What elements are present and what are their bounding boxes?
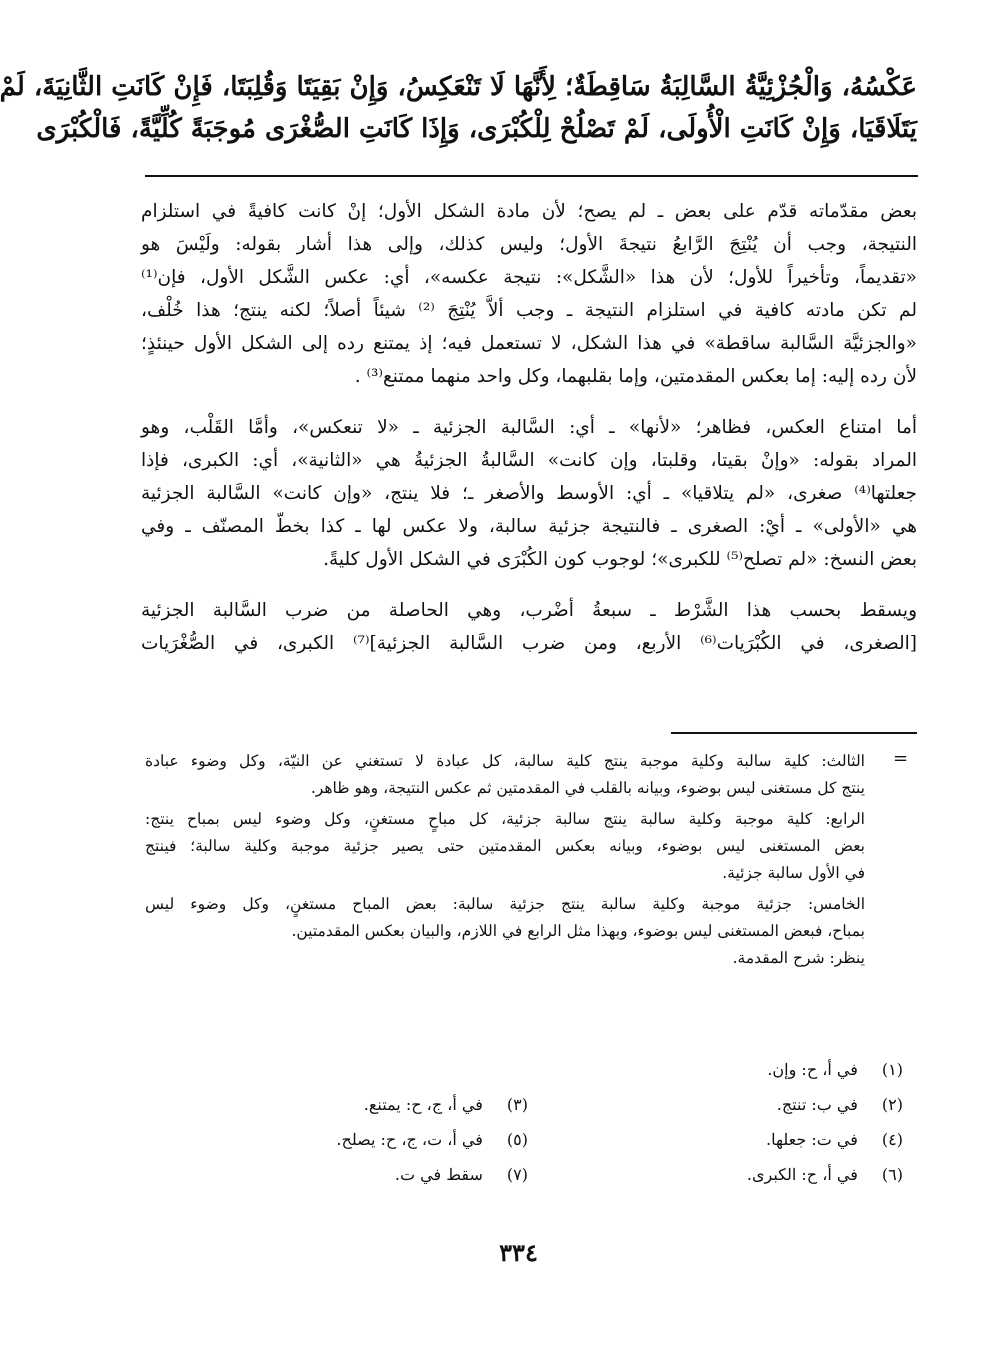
footnote-text: في أ، ت، ج، ح: يصلح. — [336, 1130, 483, 1149]
footnote-number: (٥) — [506, 1130, 528, 1149]
footnotes — [203, 1060, 903, 1200]
note-line: الخامس: جزئية موجبة وكلية سالبة ينتج جزئية سالبة: بعض المباح مستغنٍ، وكل وضوء ليس — [145, 895, 865, 913]
note-line: الثالث: كلية سالبة وكلية موجبة ينتج كلية سالبة، كل عبادة لا تستغني عن النيّة، وكل وضوء عبادة — [145, 752, 865, 770]
matn-line: يَتَلَاقَيَا، وَإِنْ كَانَتِ الْأُولَى، لَمْ تَصْلُحْ لِلْكُبْرَى، وَإِذَا كَانَتِ الصُّغْرَى مُوجَبَةً كُلِّيَّةً، فَالْكُبْرَى — [36, 114, 917, 144]
note-block — [145, 891, 865, 972]
footnote-text: سقط في ت. — [394, 1165, 483, 1184]
text-line: أما امتناع العكس، فظاهر؛ «لأنها» ـ أي: السَّالبة الجزئية ـ «لا تنعكس»، وأمَّا القَلْب، وهو — [141, 417, 917, 438]
commentary-text — [141, 195, 917, 678]
text-line: «والجزئيَّة السَّالبة ساقطة» في هذا الشكل، لا تستعمل فيه؛ إذ يمتنع رده إلى الشكل الأول حينئذٍ؛ — [141, 333, 917, 354]
text-line: النتيجة، وجب أن يُنْتِجَ الرَّابعُ نتيجةَ الأول؛ وليس كذلك، وإلى هذا أشار بقوله: ولَيْسَ هو — [141, 234, 917, 255]
text-line: هي «الأولى» ـ أيْ: الصغرى ـ فالنتيجة جزئية سالبة، ولا عكس لها ـ كذا بخطّ المصنّف ـ وفي — [141, 516, 917, 537]
footnote-number: (١) — [881, 1060, 903, 1079]
footnote — [395, 1165, 528, 1184]
text-line: «تقديماً، وتأخيراً للأول؛ لأن هذا «الشَّكل»: نتيجة عكسه»، أي: عكس الشَّكل الأول، فإن⁽¹⁾ — [141, 267, 917, 288]
footnote-separator-rule — [671, 732, 917, 734]
note-block — [145, 748, 865, 802]
text-line: لأن رده إليه: إما بعكس المقدمتين، وإما بقلبهما، وكل واحد منهما ممتنع⁽³⁾ . — [354, 366, 917, 387]
note-line: بعض المستغنى ليس بوضوء، وبيانه بعكس المقدمتين حتى يصير جزئية موجبة وكلية سالبة؛ فينتج — [145, 837, 865, 855]
note-line: ينظر: شرح المقدمة. — [732, 949, 865, 967]
note-block — [145, 806, 865, 887]
text-line: [الصغرى، في الكُبْرَيات⁽⁶⁾ الأربع، ومن ضرب السَّالبة الجزئية]⁽⁷⁾ الكبرى، في الصُّغْرَيات — [141, 633, 917, 654]
matn-line: عَكْسُهُ، وَالْجُزْئِيَّةُ السَّالِبَةُ سَاقِطَةٌ؛ لِأَنَّهَا لَا تَنْعَكِسُ، وَإِنْ بَقِيَتَا وَقُلِبَتَا، فَإِنْ كَانَتِ الثَّانِيَةَ، لَمْ — [0, 72, 917, 102]
text-line: لم تكن مادته كافية في استلزام النتيجة ـ وجب ألاَّ يُنْتِجَ ⁽²⁾ شيئاً أصلاً؛ لكنه ينتج؛ هذا خُلْف، — [141, 300, 917, 321]
footnote — [364, 1095, 528, 1114]
footnote — [767, 1060, 903, 1079]
text-line: جعلتها⁽⁴⁾ صغرى، «لم يتلاقيا» ـ أي: الأوسط والأصغر ـ؛ فلا ينتج، «وإن كانت» السَّالبة الجزئية — [141, 483, 917, 504]
matn-separator-rule — [145, 175, 918, 177]
footnote-text: في ت: جعلها. — [766, 1130, 858, 1149]
note-line: ينتج كل مستغنى ليس بوضوء، وبيانه بالقلب في المقدمتين ثم عكس النتيجة، وهو ظاهر. — [310, 779, 865, 797]
footnote-text: في ب: تنتج. — [776, 1095, 858, 1114]
commentary-paragraph — [141, 195, 917, 393]
note-line: بمباح، فبعض المستغنى ليس بوضوء، وبهذا مثل الرابع في اللازم، والبيان بعكس المقدمتين. — [291, 922, 865, 940]
text-line: المراد بقوله: «وإنْ بقيتا، وقلبتا، وإن كانت» السَّالبةُ الجزئيةُ هي «الثانية»، أي: الكبرى، فإذا — [141, 450, 917, 471]
footnote-row — [203, 1165, 903, 1200]
footnote-text: في أ، ح: وإن. — [767, 1060, 858, 1079]
notes-continued — [145, 748, 865, 976]
commentary-paragraph — [141, 411, 917, 576]
footnote — [766, 1130, 903, 1149]
footnote-number: (٢) — [881, 1095, 903, 1114]
note-line: في الأول سالبة جزئية. — [722, 864, 865, 882]
footnote — [777, 1095, 903, 1114]
footnote-number: (٣) — [506, 1095, 528, 1114]
footnote-row — [203, 1060, 903, 1095]
continuation-mark: = — [893, 748, 909, 769]
text-line: ويسقط بحسب هذا الشَّرْط ـ سبعةُ أضْرب، وهي الحاصلة من ضرب السَّالبة الجزئية — [141, 600, 917, 621]
text-line: بعض النسخ: «لم تصلح⁽⁵⁾ للكبرى»؛ لوجوب كون الكُبْرَى في الشكل الأول كليةً. — [323, 549, 917, 570]
footnote-row — [203, 1095, 903, 1130]
note-line: الرابع: كلية موجبة وكلية سالبة ينتج سالبة جزئية، كل مباحٍ مستغنٍ، وكل وضوء ليس بمباح ينتج: — [145, 810, 865, 828]
footnote — [747, 1165, 903, 1184]
footnote-number: (٧) — [506, 1165, 528, 1184]
footnote-number: (٦) — [881, 1165, 903, 1184]
page-number: ٣٣٤ — [499, 1238, 538, 1267]
footnote-text: في أ، ج، ح: يمتنع. — [363, 1095, 483, 1114]
footnote-number: (٤) — [881, 1130, 903, 1149]
footnote-row — [203, 1130, 903, 1165]
commentary-paragraph — [141, 594, 917, 660]
text-line: بعض مقدّماته قدّم على بعض ـ لم يصح؛ لأن مادة الشكل الأول؛ إنْ كانت كافيةً في استلزام — [141, 201, 917, 222]
footnote-text: في أ، ح: الكبرى. — [746, 1165, 858, 1184]
footnote — [336, 1130, 528, 1149]
matn-text — [0, 66, 917, 150]
